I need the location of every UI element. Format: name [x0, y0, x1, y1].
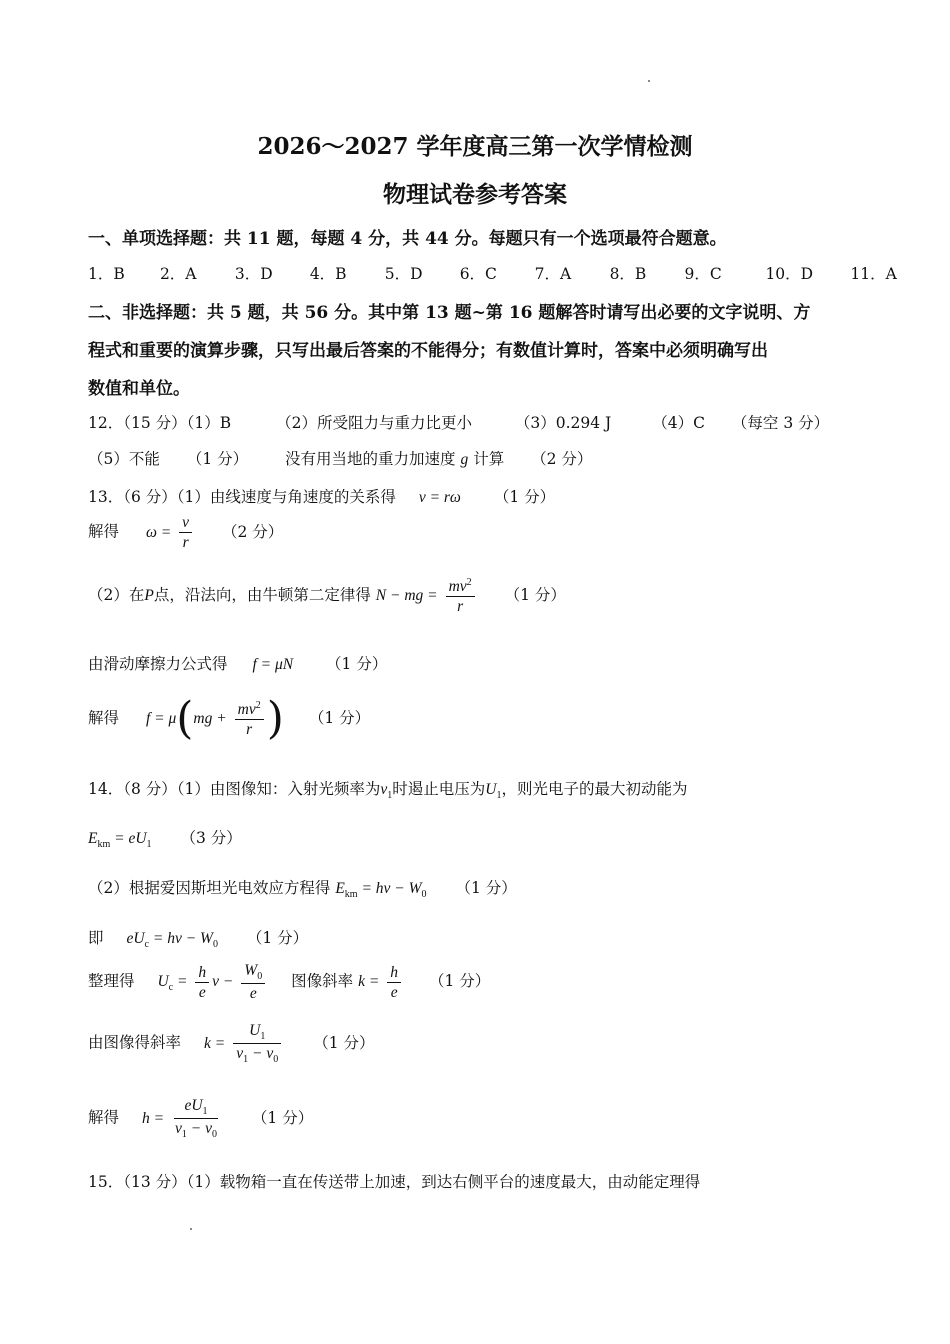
subscript: c [144, 939, 149, 951]
symbol: v [236, 1045, 244, 1063]
q13-text: 13．（6 分）（1）由线速度与角速度的关系得 [88, 488, 396, 506]
subscript: 1 [181, 1129, 187, 1141]
q14-eq-h: h = [141, 1109, 165, 1127]
q13-text: （2）在 [88, 586, 145, 605]
fraction-numerator: v [179, 514, 192, 533]
q14-text: 图像斜率 [291, 972, 354, 991]
fraction-numerator [174, 1097, 217, 1119]
fraction-denominator [172, 1119, 220, 1140]
q14-v1 [380, 781, 393, 802]
q14-score: （1 分） [313, 1033, 375, 1052]
q13-eq-omega: ω = [145, 523, 172, 541]
q13-line3 [88, 577, 566, 615]
q14-eq-mid: v − [212, 973, 234, 991]
fraction-denominator: e [249, 985, 257, 1003]
q13-line2 [88, 514, 283, 551]
section2-heading-line3: 数值和单位。 [88, 379, 190, 399]
fraction-numerator: h [195, 964, 209, 983]
q13-fraction [446, 577, 475, 615]
symbol: v [174, 1120, 182, 1138]
subscript: 0 [211, 1129, 217, 1141]
exponent: 2 [466, 577, 472, 588]
q12-line1 [88, 411, 829, 433]
q12-part3: （3）0.294 J [514, 414, 612, 432]
q14-line7 [88, 1097, 313, 1140]
symbol: U [485, 781, 497, 798]
fraction-denominator: e [198, 983, 206, 1001]
q14-line4 [88, 926, 308, 950]
subscript: 0 [212, 939, 218, 951]
q14-eq-k: k = [203, 1034, 226, 1052]
q13-point-p: P [144, 587, 154, 605]
scan-dot [190, 1228, 192, 1230]
symbol: eU [184, 1097, 203, 1114]
q12-reason: 没有用当地的重力加速度 [285, 450, 456, 468]
q14-text: 由图像得斜率 [88, 1033, 182, 1052]
symbol: U [249, 1022, 261, 1039]
numerator-text: W [244, 962, 258, 979]
q14-eq-ekm [88, 830, 152, 851]
page-title: 2026～2027 学年度高三第一次学情检测 [257, 133, 693, 160]
subscript: c [168, 982, 174, 994]
q15-line1: 15．（13 分）（1）载物箱一直在传送带上加速，到达右侧平台的速度最大，由动能定理得 [88, 1173, 701, 1191]
q13-score: （2 分） [222, 522, 284, 541]
q12-reason-end: 计算 [473, 450, 505, 468]
answer-item: 3．D [234, 265, 273, 283]
answer-item: 11．A [850, 265, 897, 283]
q14-eq-k: k = [358, 973, 380, 991]
q14-line2 [88, 826, 242, 850]
fraction-numerator [241, 962, 265, 984]
exponent: 2 [255, 700, 261, 711]
symbol: v [380, 781, 388, 798]
symbol: − v [248, 1045, 274, 1063]
q12-part2: （2）所受阻力与重力比更小 [276, 414, 472, 432]
q13-score: （1 分） [493, 488, 556, 506]
subscript: 1 [243, 1054, 249, 1066]
q14-score: （1 分） [251, 1108, 314, 1127]
numerator-text: mv [237, 701, 256, 719]
q13-score: （1 分） [308, 709, 371, 728]
symbol: U [157, 973, 169, 991]
fraction-denominator: r [457, 598, 464, 616]
subscript: 0 [421, 889, 427, 901]
subscript: 0 [273, 1054, 279, 1066]
q13-fraction [235, 700, 264, 738]
q13-text: 由滑动摩擦力公式得 [88, 655, 228, 673]
q14-fraction [172, 1097, 220, 1140]
q13-fraction [179, 514, 192, 551]
symbol: − v [186, 1120, 212, 1138]
answer-item: 10．D [765, 265, 814, 283]
q12-part1: 12．（15 分）（1）B [88, 414, 232, 432]
answer-item: 5．D [384, 265, 423, 283]
q14-text: 整理得 [88, 972, 135, 991]
equals: = [176, 973, 188, 991]
fraction-denominator: e [390, 983, 398, 1001]
q14-score: （1 分） [246, 929, 309, 947]
left-paren: ( [176, 693, 194, 745]
answer-item: 2．A [159, 265, 197, 283]
q13-score: （1 分） [326, 655, 388, 673]
answer-item: 4．B [309, 265, 347, 283]
fraction-numerator: h [387, 964, 401, 983]
section1-heading: 一、单项选择题：共 11 题，每题 4 分，共 44 分。每题只有一个选项最符合题意。 [88, 229, 727, 249]
q12-part4: （4）C [652, 414, 705, 432]
q14-U1 [485, 781, 502, 802]
q14-text: 时遏止电压为 [392, 780, 486, 798]
q13-eq-newton: N − mg = [375, 587, 438, 605]
scan-dot [648, 80, 650, 82]
answer-item: 7．A [534, 265, 572, 283]
answer-list [88, 262, 897, 284]
q13-eq-result: f = μ [145, 710, 177, 728]
q14-Uc [157, 973, 188, 994]
q14-eq-einstein [335, 880, 427, 901]
rhs: = eU [114, 830, 147, 847]
numerator-text: mv [448, 578, 467, 596]
answer-item: 9．C [684, 265, 722, 283]
q14-line5 [88, 962, 490, 1002]
answer-item: 1．B [88, 265, 125, 283]
subscript: 1 [260, 1031, 266, 1043]
q14-line1 [88, 777, 688, 801]
q14-text: 14．（8 分）（1）由图像知：入射光频率为 [88, 780, 381, 798]
q13-eq-mg: mg + [193, 710, 227, 728]
q12-score: （2 分） [531, 450, 593, 468]
subscript: km [97, 839, 111, 851]
q13-line5 [88, 693, 371, 745]
q14-eq-euc [126, 930, 218, 951]
q14-fraction [387, 964, 401, 1001]
q12-part5: （5）不能 [88, 450, 160, 468]
subscript: 1 [146, 839, 152, 851]
q14-text: ，则光电子的最大初动能为 [501, 780, 688, 798]
q13-line4 [88, 652, 387, 674]
q13-text: 解得 [88, 522, 120, 541]
answer-item: 6．C [459, 265, 497, 283]
q14-text: （2）根据爱因斯坦光电效应方程得 [88, 879, 331, 897]
q14-fraction [233, 1022, 281, 1065]
subscript: 0 [257, 971, 263, 983]
fraction-denominator [233, 1044, 281, 1065]
rhs: = hv − W [152, 930, 213, 947]
q14-score: （1 分） [428, 972, 491, 991]
q12-g-symbol: g [460, 451, 469, 468]
q14-text: 解得 [88, 1108, 120, 1127]
q13-line1 [88, 485, 555, 507]
q12-score: （1 分） [186, 450, 249, 468]
symbol: E [335, 880, 345, 897]
subscript: 1 [202, 1106, 208, 1118]
symbol: E [88, 830, 98, 847]
q14-line3 [88, 876, 517, 900]
section2-heading-line1: 二、非选择题：共 5 题，共 56 分。其中第 13 题~第 16 题解答时请写出必要的文字说明、方 [88, 303, 811, 323]
fraction-numerator [235, 700, 264, 720]
q13-score: （1 分） [504, 586, 566, 605]
right-paren: ) [266, 693, 284, 745]
lhs: eU [126, 930, 145, 947]
q13-text: 解得 [88, 709, 120, 728]
q13-eq-v: v = rω [418, 489, 461, 506]
q14-text: 即 [88, 929, 104, 947]
fraction-denominator: r [246, 721, 253, 739]
fraction-denominator: r [182, 534, 189, 552]
fraction-numerator [233, 1022, 281, 1044]
q12-score: （每空 3 分） [731, 414, 830, 432]
q14-score: （1 分） [455, 879, 517, 897]
q12-line2 [88, 447, 592, 469]
subscript: 1 [387, 790, 393, 802]
subscript: 1 [496, 790, 502, 802]
rhs: = hv − W [361, 880, 422, 897]
page-subtitle: 物理试卷参考答案 [383, 181, 567, 208]
q14-line6 [88, 1022, 375, 1065]
subscript: km [344, 889, 358, 901]
answer-item: 8．B [609, 265, 647, 283]
q14-fraction [241, 962, 265, 1002]
q14-fraction [195, 964, 209, 1001]
q14-score: （3 分） [180, 829, 242, 847]
fraction-numerator [446, 577, 475, 597]
q13-eq-friction: f = μN [252, 656, 294, 673]
section2-heading-line2: 程式和重要的演算步骤，只写出最后答案的不能得分；有数值计算时，答案中必须明确写出 [88, 341, 768, 361]
q13-text: 点，沿法向，由牛顿第二定律得 [153, 586, 371, 605]
